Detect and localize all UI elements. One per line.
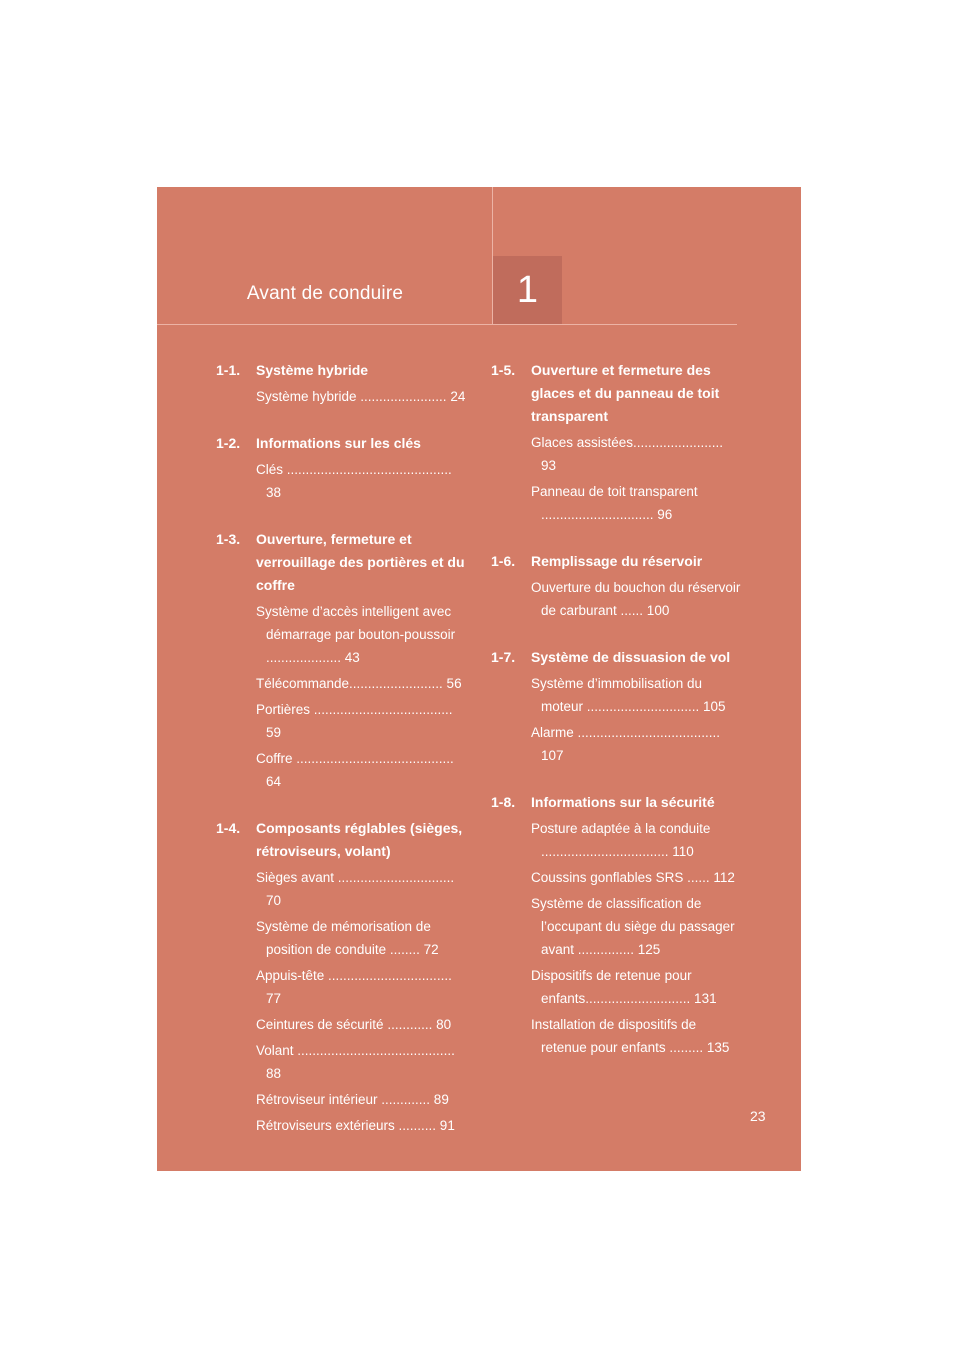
toc-entry[interactable]: Ceintures de sécurité ............ 80	[256, 1017, 452, 1032]
section-number: 1-3.	[216, 531, 241, 547]
toc-section-1-6[interactable]	[491, 550, 741, 622]
section-title[interactable]: Système hybride	[256, 362, 369, 378]
toc-entry[interactable]: Système d’accès intelligent avec démarrage par bouton-poussoir .................... 43	[256, 604, 456, 665]
toc-entry[interactable]: Installation de dispositifs de retenue pour enfants ......... 135	[531, 1017, 730, 1055]
page-number: 23	[750, 1108, 766, 1124]
chapter-page	[157, 187, 801, 1171]
toc-entry[interactable]: Ouverture du bouchon du réservoir de carburant ...... 100	[531, 580, 741, 618]
toc-entry[interactable]: Système de classification de l’occupant du siège du passager avant ............... 125	[531, 896, 735, 957]
section-number: 1-7.	[491, 649, 516, 665]
toc-right-column	[491, 359, 741, 1083]
toc-entry[interactable]: Dispositifs de retenue pour enfants............................ 131	[531, 968, 717, 1006]
section-title[interactable]: Informations sur les clés	[256, 435, 421, 451]
chapter-number: 1	[516, 269, 539, 311]
section-number: 1-1.	[216, 362, 241, 378]
toc-entry[interactable]: Clés ............................................ 38	[256, 462, 452, 500]
toc-entry[interactable]: Volant .......................................... 88	[256, 1043, 455, 1081]
toc-entry[interactable]: Coffre .......................................... 64	[256, 751, 454, 789]
toc-entry[interactable]: Système de mémorisation de position de conduite ........ 72	[256, 919, 439, 957]
toc-left-column	[216, 359, 466, 1161]
toc-entry[interactable]: Posture adaptée à la conduite .................................. 110	[531, 821, 711, 859]
toc-entry[interactable]: Appuis-tête ................................. 77	[256, 968, 452, 1006]
section-title[interactable]: Système de dissuasion de vol	[531, 649, 731, 665]
section-title[interactable]: Informations sur la sécurité	[531, 794, 715, 810]
toc-entry[interactable]: Glaces assistées........................ 93	[531, 435, 724, 473]
toc-section-1-3[interactable]	[216, 528, 466, 793]
toc-section-1-5[interactable]	[491, 359, 741, 526]
toc-entry[interactable]: Portières ..................................... 59	[256, 702, 453, 740]
toc-section-1-1[interactable]	[216, 359, 466, 408]
section-number: 1-5.	[491, 362, 516, 378]
section-title[interactable]: Ouverture et fermeture des glaces et du panneau de toit transparent	[531, 362, 720, 424]
section-title[interactable]: Composants réglables (sièges, rétroviseurs, volant)	[256, 820, 463, 859]
toc-entry[interactable]: Rétroviseurs extérieurs .......... 91	[256, 1118, 455, 1133]
toc-section-1-8[interactable]	[491, 791, 741, 1059]
toc-entry[interactable]: Sièges avant ............................... 70	[256, 870, 455, 908]
header-divider-horizontal	[157, 324, 737, 325]
chapter-number-badge	[493, 256, 562, 324]
chapter-title: Avant de conduire	[246, 283, 404, 304]
section-number: 1-4.	[216, 820, 241, 836]
section-number: 1-6.	[491, 553, 516, 569]
toc-entry[interactable]: Alarme ...................................... 107	[531, 725, 721, 763]
toc-section-1-7[interactable]	[491, 646, 741, 767]
section-number: 1-8.	[491, 794, 516, 810]
toc-section-1-4[interactable]	[216, 817, 466, 1137]
toc-entry[interactable]: Système d’immobilisation du moteur .............................. 105	[531, 676, 726, 714]
section-title[interactable]: Ouverture, fermeture et verrouillage des portières et du coffre	[256, 531, 465, 593]
toc-entry[interactable]: Système hybride ....................... 24	[256, 389, 466, 404]
toc-entry[interactable]: Télécommande......................... 56	[256, 676, 462, 691]
toc-entry[interactable]: Panneau de toit transparent .............................. 96	[531, 484, 698, 522]
section-number: 1-2.	[216, 435, 241, 451]
toc-entry[interactable]: Coussins gonflables SRS ...... 112	[531, 870, 735, 885]
section-title[interactable]: Remplissage du réservoir	[531, 553, 703, 569]
toc-section-1-2[interactable]	[216, 432, 466, 504]
toc-entry[interactable]: Rétroviseur intérieur ............. 89	[256, 1092, 449, 1107]
